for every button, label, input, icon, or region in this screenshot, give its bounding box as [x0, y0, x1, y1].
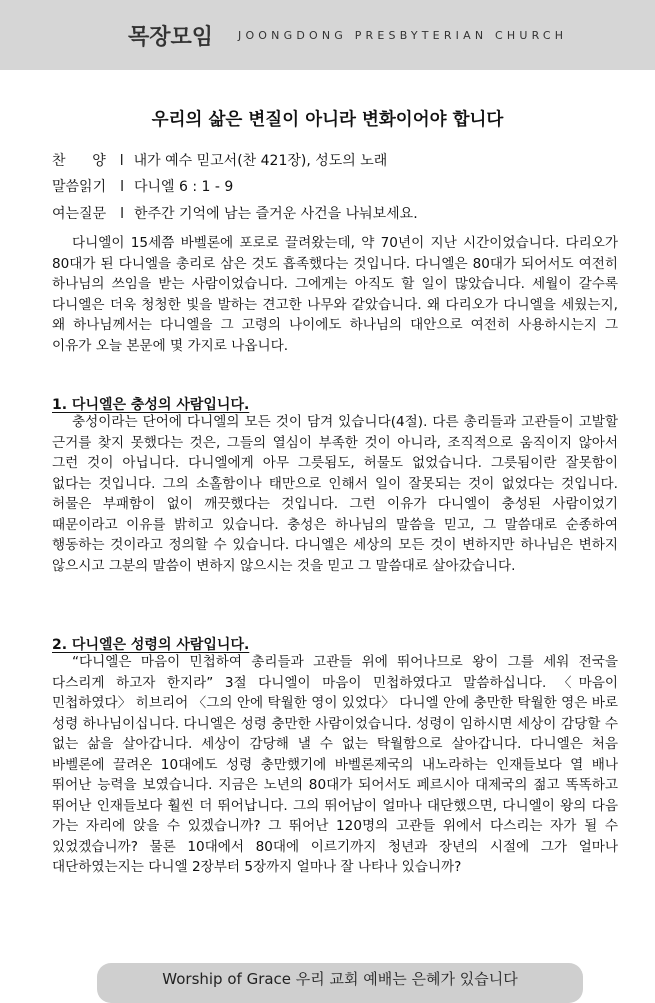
meta-value: 내가 예수 믿고서(찬 421장), 성도의 노래: [133, 153, 388, 169]
meta-label: 여는질문: [52, 206, 107, 222]
meta-separator: l: [120, 179, 124, 195]
section-heading-2: 2. 다니엘은 성령의 사람입니다.: [52, 637, 250, 653]
page-footer: [97, 963, 583, 1003]
header-title: 목장모임: [128, 25, 214, 50]
meta-hymn: [52, 150, 387, 170]
section-body-1: 충성이라는 단어에 다니엘의 모든 것이 담겨 있습니다(4절). 다른 총리들과 고관들이 고발할 근거를 찾지 못했다는 것은, 그들의 열심이 부족한 것이 아니라, 조직적으로 움직이지 않아서 그런 것이 아닙니다. 다니엘에게 아무 그릇됨도, 허물도 없었습니다. 그릇됨이란 잘못함이 없다는 것입니다. 그의 소홀함이나 태만으로 인해서 일이 잘못되는 것이 없었다는 것입니다. 허물은 부패함이 없이 깨끗했다는 것입니다. 그런 이유가 다니엘이 충성된 사람이었기 때문이라고 이유를 밝히고 있습니다. 충성은 하나님의 말씀을 믿고, 그 말씀대로 순종하여 행동하는 것이라고 정의할 수 있습니다. 다니엘은 세상의 모든 것이 변하지만 하나님은 변하지 않으시고 그분의 말씀이 변하지 않으시는 것을 믿고 그 말씀대로 살아갔습니다.: [52, 414, 618, 574]
section-heading-1: 1. 다니엘은 충성의 사람입니다.: [52, 397, 250, 413]
meta-separator: l: [120, 206, 124, 222]
intro-paragraph: 다니엘이 15세쯤 바벨론에 포로로 끌려왔는데, 약 70년이 지난 시간이었습니다. 다리오가 80대가 된 다니엘을 총리로 삼은 것도 흡족했다는 것입니다. 다니엘은 80대가 되어서도 여전히 하나님의 쓰임을 받는 사람이었습니다. 그에게는 아직도 할 일이 많았습니다. 세월이 갈수록 다니엘은 더욱 청청한 빛을 발하는 견고한 나무와 같았습니다. 왜 다리오가 다니엘을 세웠는지, 왜 하나님께서는 다니엘을 그 고령의 나이에도 하나님의 대안으로 여전히 사용하시는지 그 이유가 오늘 본문에 몇 가지로 나옵니다.: [52, 235, 618, 354]
header-subtitle: JOONGDONG PRESBYTERIAN CHURCH: [238, 29, 568, 42]
page-header: [0, 0, 655, 70]
meta-question: [52, 203, 418, 223]
meta-label: 찬 양: [52, 153, 106, 169]
footer-text: Worship of Grace 우리 교회 예배는 은혜가 있습니다: [162, 970, 518, 988]
meta-separator: l: [119, 153, 124, 169]
meta-label: 말씀읽기: [52, 179, 107, 195]
sermon-title: 우리의 삶은 변질이 아니라 변화이어야 합니다: [151, 110, 504, 130]
meta-value: 한주간 기억에 남는 즐거운 사건을 나눠보세요.: [134, 206, 418, 222]
meta-value: 다니엘 6 : 1 - 9: [134, 179, 234, 195]
section-body-2: “다니엘은 마음이 민첩하여 총리들과 고관들 위에 뛰어나므로 왕이 그를 세워 전국을 다스리게 하고자 한지라” 3절 다니엘이 마음이 민첩하였다고 말씀하십니다. 〈마음이 민첩하였다〉 히브리어 〈그의 안에 탁월한 영이 있었다〉 다니엘 안에 충만한 탁월한 영은 바로 성령 하나님이십니다. 다니엘은 성령 충만한 사람이었습니다. 성령이 임하시면 세상이 감당할 수 없는 삶을 살아갑니다. 세상이 감당해 낼 수 없는 탁월함으로 살아갑니다. 다니엘은 처음 바벨론에 끌려온 10대에도 성령 충만했기에 바벨론제국의 내노라하는 인재들보다 열 배나 뛰어난 능력을 보였습니다. 지금은 노년의 80대가 되어서도 페르시아 대제국의 젊고 똑똑하고 뛰어난 인재들보다 훨씬 더 뛰어납니다. 그의 뛰어남이 얼마나 대단했으면, 다니엘이 왕의 다음 가는 자리에 앉을 수 있겠습니까? 그 뛰어난 120명의 고관들 위에서 다스리는 자가 될 수 있었겠습니까? 물론 10대에서 80대에 이르기까지 청년과 장년의 시절에 그가 얼마나 대단하였는지는 다니엘 2장부터 5장까지 얼마나 잘 나타나 있습니까?: [52, 654, 618, 875]
meta-reading: [52, 176, 233, 196]
